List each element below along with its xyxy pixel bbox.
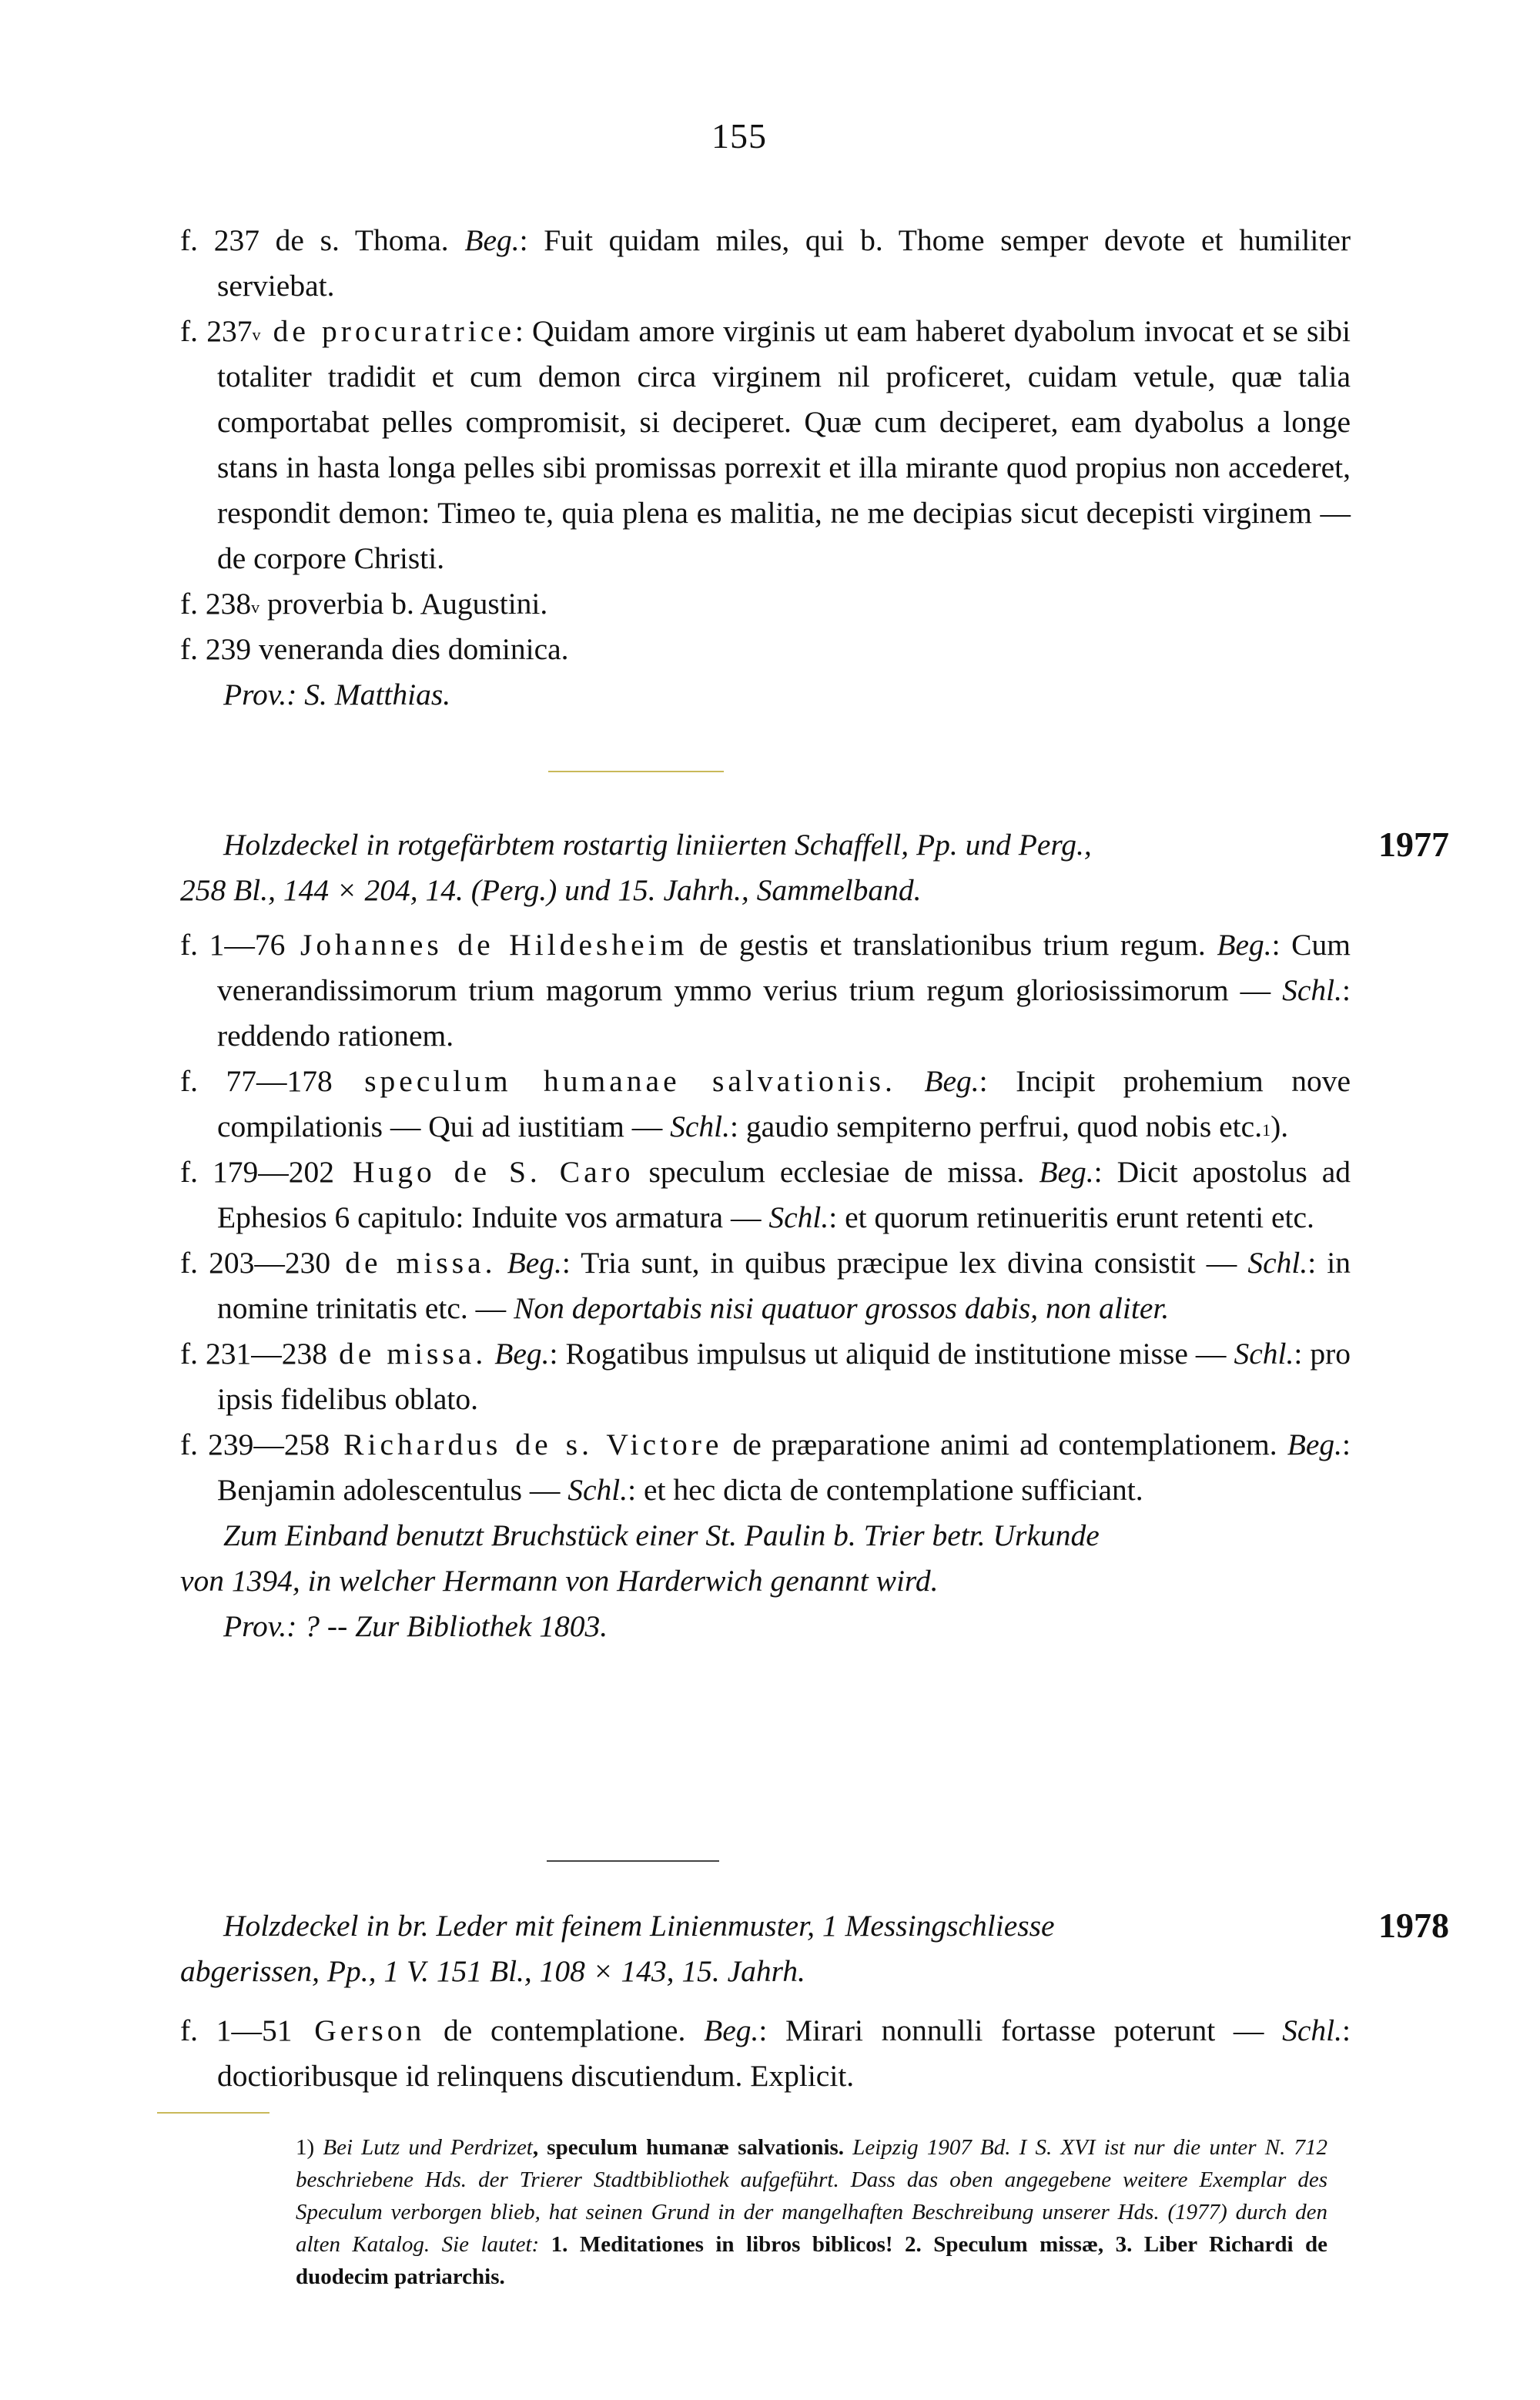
section-divider (548, 771, 724, 772)
folio-ref: f. 77—178 (180, 1064, 333, 1098)
page-number: 155 (711, 116, 767, 156)
manuscript-description: Holzdeckel in rotgefärbtem rostartig liniierten Schaffell, Pp. und Perg., 258 Bl., 144 × 204, 14. (Perg.) und 15. Jahrh., Sammelband. (180, 828, 1092, 907)
author-name: Gerson (292, 2013, 426, 2047)
provenance: Prov.: ? -- Zur Bibliothek 1803. (223, 1609, 608, 1643)
folio-ref: f. 238 (180, 587, 252, 621)
entry-title: de procuratrice (260, 314, 515, 348)
section-divider (547, 1860, 719, 1862)
shelfmark-1978: 1978 (1378, 1906, 1449, 1945)
author-name: Richardus de s. Victore (330, 1428, 723, 1461)
folio-ref: f. 237 (180, 223, 259, 257)
entry-f1-51: f. 1—51 Gerson de contemplatione. Beg.: Mirari nonnulli fortasse poterunt — Schl.: doctioribusque id relinquens discutiendum. Explicit. (180, 2013, 1351, 2093)
folio-ref: f. 1—51 (180, 2013, 293, 2047)
entry-f237: f. 237 de s. Thoma. Beg.: Fuit quidam miles, qui b. Thome semper devote et humiliter serviebat. (180, 223, 1351, 303)
entry-f237v: f. 237$^v$ de procuratrice: Quidam amore virginis ut eam haberet dyabolum invocat et se sibi totaliter tradidit et cum demon circa virginem nil proficeret, cuidam vetule, quæ talia comportabat pelles compromisit, si deciperet. Quæ cum deciperet, eam dyabolus a longe stans in hasta longa pelles sibi promissas porrexit et illa mirante quod propius non accederet, respondit demon: Timeo te, quia plena es malitia, ne me decipias sicut decepisti virginem — de corpore Christi. (180, 314, 1351, 575)
entry-f238v: f. 238$^v$ proverbia b. Augustini. (180, 587, 548, 621)
footnote-divider (157, 2112, 270, 2114)
entry-f203-230: f. 203—230 de missa. Beg.: Tria sunt, in quibus præcipue lex divina consistit — Schl.: in nomine trinitatis etc. — Non deportabis nisi quatuor grossos dabis, non aliter. (180, 1246, 1351, 1325)
work-title: speculum humanae salvationis. (332, 1064, 896, 1098)
binding-note: Zum Einband benutzt Bruchstück einer St. Paulin b. Trier betr. Urkunde von 1394, in welcher Hermann von Harderwich genannt wird. (180, 1518, 1100, 1598)
entry-f239-258: f. 239—258 Richardus de s. Victore de præparatione animi ad contemplationem. Beg.: Benjamin adolescentulus — Schl.: et hec dicta de contemplatione sufficiant. (180, 1428, 1351, 1507)
folio-ref: f. 1—76 (180, 928, 286, 962)
folio-ref: f. 239—258 (180, 1428, 330, 1461)
work-title: de missa. (327, 1337, 487, 1371)
folio-ref: f. 237 (180, 314, 253, 348)
author-name: Johannes de Hildesheim (285, 928, 688, 962)
manuscript-1978 (180, 1903, 1351, 2099)
folio-ref: f. 179—202 (180, 1155, 334, 1189)
footnote: 1) Bei Lutz und Perdrizet, speculum humanæ salvationis. Leipzig 1907 Bd. I S. XVI ist nur die unter N. 712 beschriebene Hds. der Trierer Stadtbibliothek aufgeführt. Dass das oben angegebene weitere Exemplar des Speculum verborgen blieb, hat seinen Grund in der mangelhaften Beschreibung unserer Hds. (1977) durch den alten Katalog. Sie lautet: 1. Meditationes in libros biblicos! 2. Speculum missæ, 3. Liber Richardi de duodecim patriarchis. (296, 2135, 1328, 2289)
folio-ref: f. 203—230 (180, 1246, 331, 1280)
top-section (180, 218, 1351, 718)
entry-f1-76: f. 1—76 Johannes de Hildesheim de gestis et translationibus trium regum. Beg.: Cum venerandissimorum trium magorum ymmo verius trium regum gloriosissimorum — Schl.: reddendo rationem. (180, 928, 1351, 1053)
folio-ref: f. 231—238 (180, 1337, 328, 1371)
manuscript-description: Holzdeckel in br. Leder mit feinem Linienmuster, 1 Messingschliesse abgerissen, Pp., 1 V. 151 Bl., 108 × 143, 15. Jahrh. (180, 1909, 1055, 1988)
entry-f179-202: f. 179—202 Hugo de S. Caro speculum ecclesiae de missa. Beg.: Dicit apostolus ad Ephesios 6 capitulo: Induite vos armatura — Schl.: et quorum retinueritis erunt retenti etc. (180, 1155, 1351, 1234)
footnote-marker: 1) (296, 2135, 315, 2160)
shelfmark-1977: 1977 (1378, 825, 1449, 864)
footnote-ref[interactable]: 1 (1262, 1120, 1271, 1140)
author-name: Hugo de S. Caro (334, 1155, 634, 1189)
entry-f231-238: f. 231—238 de missa. Beg.: Rogatibus impulsus ut aliquid de institutione misse — Schl.: pro ipsis fidelibus oblato. (180, 1337, 1351, 1416)
work-title: de missa. (330, 1246, 497, 1280)
entry-f77-178: f. 77—178 speculum humanae salvationis. Beg.: Incipit prohemium nove compilationis — Qui ad iustitiam — Schl.: gaudio sempiterno perfrui, quod nobis etc.$^1$). (180, 1064, 1351, 1143)
provenance: Prov.: S. Matthias. (223, 678, 451, 711)
beg-label: Beg. (464, 223, 520, 257)
folio-ref: f. 239 (180, 632, 252, 666)
manuscript-1977 (180, 822, 1351, 1649)
entry-f239: f. 239 veneranda dies dominica. (180, 632, 569, 666)
